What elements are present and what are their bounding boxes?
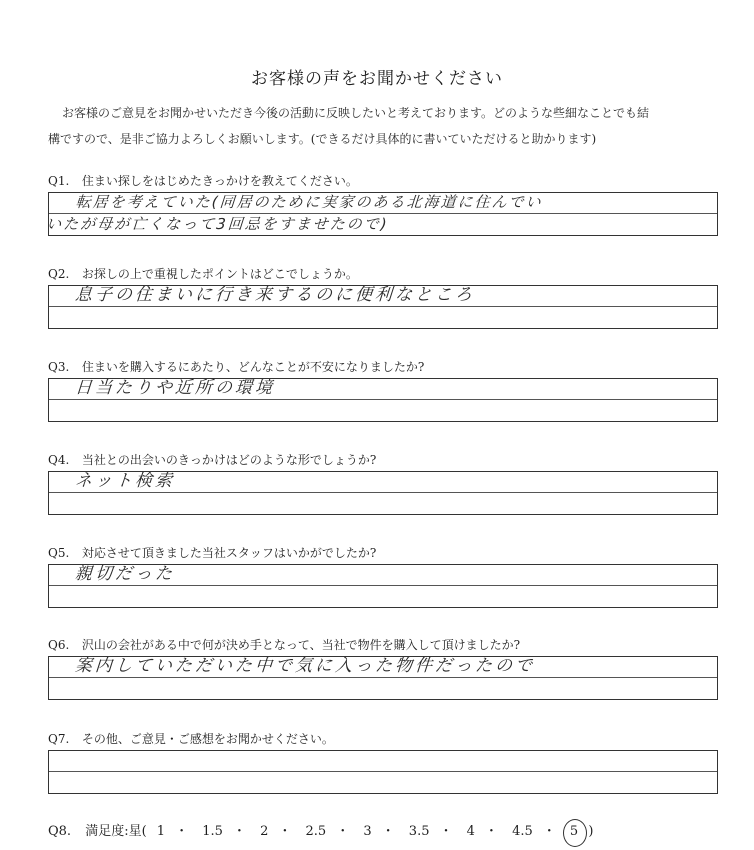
answer-box[interactable] [48, 656, 718, 700]
question-number: Q2. [48, 267, 70, 281]
intro-line-1: お客様のご意見をお聞かせいただき今後の活動に反映したいと考えております。どのような些細なことでも結 [62, 106, 650, 120]
answer-line-1: 転居を考えていた(同居のために実家のある北海道に住んでい [75, 193, 544, 211]
rating-option[interactable]: 1.5 [202, 824, 223, 839]
question-number: Q5. [48, 546, 70, 560]
rating-option[interactable]: 3.5 [408, 824, 430, 839]
question-number: Q3. [48, 360, 70, 374]
answer-box[interactable] [48, 750, 718, 794]
question-number: Q6. [48, 638, 70, 652]
answer-text: 息子の住まいに行き来するのに便利なところ [74, 285, 476, 305]
satisfaction-label: 満足度:星( [85, 824, 147, 839]
page-title: お客様の声をお聞かせください [251, 69, 503, 89]
rating-option[interactable]: 3 [363, 824, 372, 839]
question-number: Q8. [48, 824, 72, 839]
question-text: 住まいを購入するにあたり、どんなことが不安になりましたか? [81, 360, 425, 374]
question-8-satisfaction: Q8. 満足度:星( 1 ・ 1.5 ・ 2 ・ 2.5 ・ 3 ・ 3.5 ・ 4 ・ 4.5 ・ 5 ) [48, 824, 594, 839]
rating-option-selected[interactable]: 5 [569, 824, 579, 839]
answer-text: ネット検索 [74, 471, 176, 491]
question-7 [48, 730, 718, 794]
question-6 [48, 636, 718, 700]
rating-option[interactable]: 2 [260, 824, 269, 839]
question-5 [48, 544, 718, 608]
question-text: その他、ご意見・ご感想をお聞かせください。 [81, 732, 334, 746]
question-number: Q1. [48, 174, 70, 188]
answer-box[interactable] [48, 471, 718, 515]
question-2 [48, 265, 718, 329]
rating-option[interactable]: 1 [156, 824, 166, 839]
answer-text [45, 191, 708, 235]
question-text: 住まい探しをはじめたきっかけを教えてください。 [81, 174, 358, 188]
answer-box[interactable] [48, 564, 718, 608]
intro-line-2: 構ですので、是非ご協力よろしくお願いします。(できるだけ具体的に書いていただけると助かります) [48, 132, 597, 146]
answer-box[interactable] [48, 378, 718, 422]
answer-box[interactable] [48, 285, 718, 329]
answer-text: 親切だった [74, 564, 176, 584]
question-text: 当社との出会いのきっかけはどのような形でしょうか? [81, 453, 377, 467]
question-number: Q4. [48, 453, 70, 467]
question-text: 沢山の会社がある中で何が決め手となって、当社で物件を購入して頂けましたか? [81, 638, 521, 652]
answer-text: 日当たりや近所の環境 [74, 378, 276, 398]
rating-option[interactable]: 4 [466, 824, 475, 839]
rating-option[interactable]: 4.5 [512, 824, 533, 839]
answer-line-2: いたが母が亡くなって3回忌をすませたので) [45, 215, 390, 233]
close-paren: ) [588, 824, 594, 839]
question-text: お探しの上で重視したポイントはどこでしょうか。 [81, 267, 358, 281]
question-text: 対応させて頂きました当社スタッフはいかがでしたか? [81, 546, 377, 560]
question-4 [48, 451, 718, 515]
intro-text [48, 100, 722, 152]
rating-option[interactable]: 2.5 [305, 824, 327, 839]
answer-box[interactable] [45, 192, 718, 236]
question-1 [45, 172, 718, 236]
question-number: Q7. [48, 732, 70, 746]
answer-text: 案内していただいた中で気に入った物件だったので [74, 656, 536, 676]
question-3 [48, 358, 718, 422]
